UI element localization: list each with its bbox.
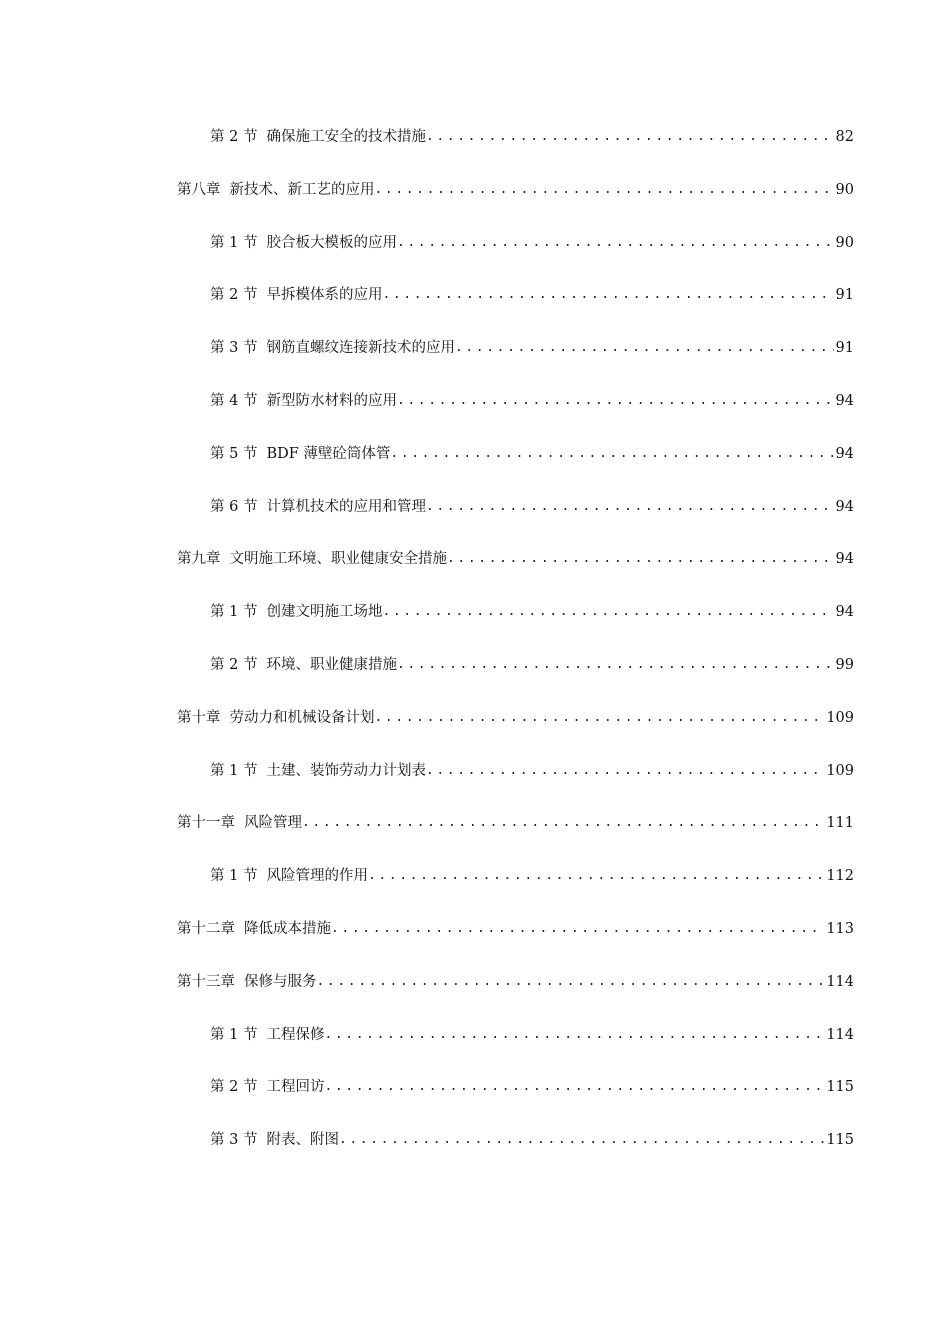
toc-entry[interactable]: [0, 706, 950, 759]
toc-leader-dots: [368, 864, 854, 888]
toc-entry[interactable]: [0, 231, 950, 284]
toc-entry-page: 91: [834, 283, 854, 307]
toc-entry-page: 94: [834, 495, 854, 519]
toc-entry-title: 钢筋直螺纹连接新技术的应用: [266, 340, 455, 357]
toc-leader-dots: [302, 811, 854, 835]
toc-leader-dots: [317, 970, 855, 994]
toc-entry[interactable]: [0, 1023, 950, 1076]
toc-entry-number: 第十章: [177, 709, 221, 726]
toc-entry[interactable]: [0, 125, 950, 178]
toc-entry-label: [177, 811, 854, 835]
toc-entry-label: [210, 864, 854, 888]
toc-entry-page: 115: [824, 1128, 854, 1152]
toc-leader-dots: [382, 283, 854, 307]
toc-entry-label: [210, 389, 854, 413]
toc-entry-label: [210, 1075, 854, 1099]
toc-entry-title: 保修与服务: [244, 973, 317, 990]
toc-entry-title: 降低成本措施: [244, 920, 331, 937]
toc-entry[interactable]: [0, 970, 950, 1023]
toc-entry-page: 94: [834, 600, 854, 624]
toc-entry[interactable]: [0, 389, 950, 442]
toc-entry-label: [210, 231, 854, 255]
toc-entry[interactable]: [0, 178, 950, 231]
toc-entry[interactable]: [0, 495, 950, 548]
toc-entry[interactable]: [0, 442, 950, 495]
toc-leader-dots: [447, 547, 854, 571]
toc-entry-page: 94: [834, 547, 854, 571]
toc-entry-number: 第 4 节: [210, 392, 258, 409]
toc-entry-number: 第八章: [177, 181, 221, 198]
toc-entry-number: 第 6 节: [210, 498, 258, 515]
toc-entry-number: 第十一章: [177, 815, 235, 832]
toc-entry-label: [177, 547, 854, 571]
toc-entry-title: 早拆模体系的应用: [266, 287, 383, 304]
table-of-contents: [0, 125, 950, 1181]
toc-entry-page: 114: [824, 1023, 854, 1047]
toc-leader-dots: [375, 178, 855, 202]
toc-entry-title: 风险管理的作用: [266, 868, 368, 885]
toc-entry-page: 115: [824, 1075, 854, 1099]
toc-entry-number: 第 1 节: [210, 234, 258, 251]
toc-leader-dots: [455, 336, 854, 360]
toc-entry-number: 第 1 节: [210, 868, 258, 885]
toc-entry[interactable]: [0, 600, 950, 653]
toc-entry[interactable]: [0, 917, 950, 970]
toc-leader-dots: [375, 706, 855, 730]
toc-entry-number: 第十二章: [177, 920, 235, 937]
toc-entry-number: 第十三章: [177, 973, 235, 990]
toc-entry-page: 114: [824, 970, 854, 994]
toc-entry-number: 第 1 节: [210, 604, 258, 621]
toc-entry-page: 94: [834, 389, 854, 413]
toc-entry-title: 确保施工安全的技术措施: [266, 129, 426, 145]
toc-entry-label: [210, 759, 854, 783]
toc-entry[interactable]: [0, 1075, 950, 1128]
toc-entry[interactable]: [0, 1128, 950, 1181]
toc-leader-dots: [390, 442, 854, 466]
toc-entry-label: [210, 125, 854, 149]
toc-entry-title: 新技术、新工艺的应用: [229, 181, 375, 198]
toc-entry-title: 胶合板大模板的应用: [266, 234, 397, 251]
toc-entry-title: 环境、职业健康措施: [266, 656, 397, 673]
toc-entry[interactable]: [0, 759, 950, 812]
toc-entry-number: 第 3 节: [210, 340, 258, 357]
toc-entry-label: [177, 178, 854, 202]
toc-leader-dots: [426, 495, 854, 519]
toc-entry-label: [210, 653, 854, 677]
toc-leader-dots: [397, 231, 854, 255]
toc-entry-title: 附表、附图: [266, 1132, 339, 1149]
toc-entry-number: 第九章: [177, 551, 221, 568]
toc-entry[interactable]: [0, 811, 950, 864]
toc-leader-dots: [426, 759, 854, 783]
toc-entry-page: 111: [824, 811, 854, 835]
toc-leader-dots: [331, 917, 854, 941]
toc-entry-label: [177, 917, 854, 941]
toc-entry-number: 第 5 节: [210, 445, 258, 462]
toc-leader-dots: [397, 389, 854, 413]
toc-entry-number: 第 2 节: [210, 656, 258, 673]
toc-entry-page: 113: [824, 917, 854, 941]
toc-entry-number: 第 2 节: [210, 287, 258, 304]
toc-entry-page: 109: [824, 706, 854, 730]
toc-entry-title: 计算机技术的应用和管理: [266, 498, 426, 515]
toc-entry-page: 82: [834, 125, 854, 149]
toc-entry-label: [210, 495, 854, 519]
toc-leader-dots: [426, 125, 854, 149]
toc-entry-title: 文明施工环境、职业健康安全措施: [229, 551, 447, 568]
toc-entry-label: [210, 1023, 854, 1047]
toc-entry-title: BDF 薄壁砼筒体管: [266, 445, 391, 462]
toc-entry-page: 99: [834, 653, 854, 677]
toc-entry-title: 风险管理: [244, 815, 302, 832]
toc-leader-dots: [397, 653, 854, 677]
toc-leader-dots: [324, 1023, 854, 1047]
toc-entry-title: 工程保修: [266, 1026, 325, 1043]
toc-entry[interactable]: [0, 653, 950, 706]
toc-entry-page: 90: [834, 231, 854, 255]
toc-entry-title: 创建文明施工场地: [266, 604, 383, 621]
toc-entry-page: 91: [834, 336, 854, 360]
toc-entry-number: 第 2 节: [210, 1079, 258, 1096]
toc-entry[interactable]: [0, 864, 950, 917]
toc-entry-label: [210, 283, 854, 307]
toc-entry-label: [177, 970, 854, 994]
toc-entry-label: [210, 336, 854, 360]
toc-entry-page: 90: [834, 178, 854, 202]
toc-leader-dots: [324, 1075, 854, 1099]
toc-entry-title: 劳动力和机械设备计划: [229, 709, 375, 726]
toc-entry-page: 94: [834, 442, 854, 466]
toc-entry[interactable]: [0, 336, 950, 389]
toc-entry-number: 第 2 节: [210, 129, 258, 145]
toc-entry-title: 新型防水材料的应用: [266, 392, 397, 409]
toc-entry-number: 第 3 节: [210, 1132, 258, 1149]
toc-entry-label: [177, 706, 854, 730]
toc-leader-dots: [339, 1128, 854, 1152]
toc-entry-page: 112: [824, 864, 854, 888]
toc-entry[interactable]: [0, 283, 950, 336]
toc-leader-dots: [382, 600, 854, 624]
toc-entry[interactable]: [0, 547, 950, 600]
toc-entry-number: 第 1 节: [210, 1026, 258, 1043]
toc-entry-label: [210, 600, 854, 624]
toc-entry-page: 109: [824, 759, 854, 783]
toc-entry-title: 工程回访: [266, 1079, 325, 1096]
toc-entry-label: [210, 1128, 854, 1152]
toc-entry-label: [210, 442, 854, 466]
toc-entry-number: 第 1 节: [210, 762, 258, 779]
toc-entry-title: 土建、装饰劳动力计划表: [266, 762, 426, 779]
